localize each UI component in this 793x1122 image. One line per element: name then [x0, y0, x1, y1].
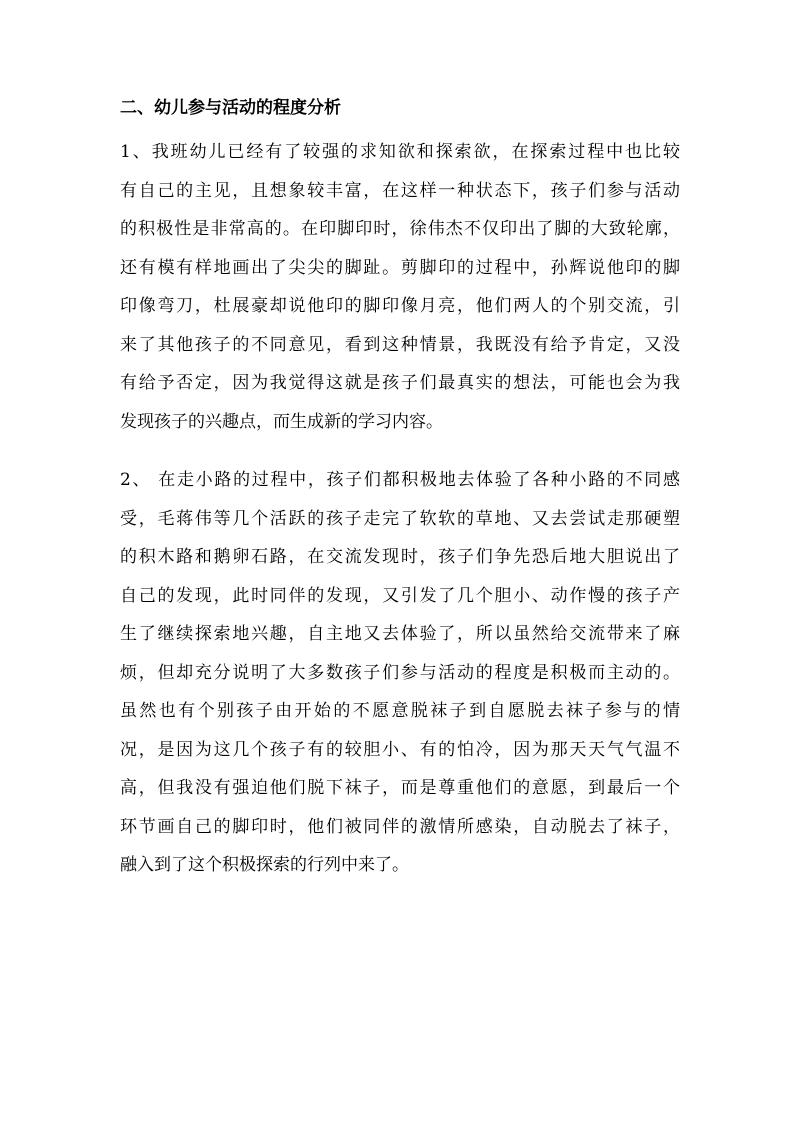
- paragraph-1: [120, 133, 680, 441]
- paragraph-line: 印像弯刀，杜展豪却说他印的脚印像月亮，他们两人的个别交流，引: [120, 296, 680, 316]
- paragraph-line: 况，是因为这几个孩子有的较胆小、有的怕冷，因为那天天气气温不: [120, 739, 680, 760]
- paragraph-line: 发现孩子的兴趣点，而生成新的学习内容。: [120, 411, 443, 432]
- paragraph-line: 环节画自己的脚印时，他们被同伴的激情所感染，自动脱去了袜子，: [120, 816, 680, 837]
- paragraph-line: 烦，但却充分说明了大多数孩子们参与活动的程度是积极而主动的。: [120, 662, 680, 683]
- paragraph-line: 受，毛蒋伟等几个活跃的孩子走完了软软的草地、又去尝试走那硬塑: [120, 508, 680, 529]
- section-heading: 二、幼儿参与活动的程度分析: [120, 98, 341, 118]
- paragraph-line: 自己的发现，此时同伴的发现，又引发了几个胆小、动作慢的孩子产: [120, 585, 680, 606]
- paragraph-line: 高，但我没有强迫他们脱下袜子，而是尊重他们的意愿，到最后一个: [120, 778, 680, 798]
- paragraph-line: 融入到了这个积极探索的行列中来了。: [120, 855, 409, 875]
- paragraph-line: 1、我班幼儿已经有了较强的求知欲和探索欲，在探索过程中也比较: [120, 142, 680, 162]
- document-body: [120, 96, 680, 885]
- paragraph-line: 生了继续探索地兴趣，自主地又去体验了，所以虽然给交流带来了麻: [120, 624, 680, 644]
- paragraph-line: 还有模有样地画出了尖尖的脚趾。剪脚印的过程中，孙辉说他印的脚: [120, 257, 680, 278]
- paragraph-line: 的积木路和鹅卵石路，在交流发现时，孩子们争先恐后地大胆说出了: [120, 547, 680, 567]
- paragraph-line: 来了其他孩子的不同意见，看到这种情景，我既没有给予肯定，又没: [120, 334, 680, 355]
- paragraph-line: 虽然也有个别孩子由开始的不愿意脱袜子到自愿脱去袜子参与的情: [120, 701, 680, 721]
- paragraph-line: 的积极性是非常高的。在印脚印时，徐伟杰不仅印出了脚的大致轮廓，: [120, 219, 680, 239]
- paragraph-line: 2、 在走小路的过程中，孩子们都积极地去体验了各种小路的不同感: [120, 470, 680, 490]
- paragraph-2: [120, 461, 680, 885]
- paragraph-line: 有给予否定，因为我觉得这就是孩子们最真实的想法，可能也会为我: [120, 373, 680, 393]
- paragraph-line: 有自己的主见，且想象较丰富，在这样一种状态下，孩子们参与活动: [120, 180, 680, 201]
